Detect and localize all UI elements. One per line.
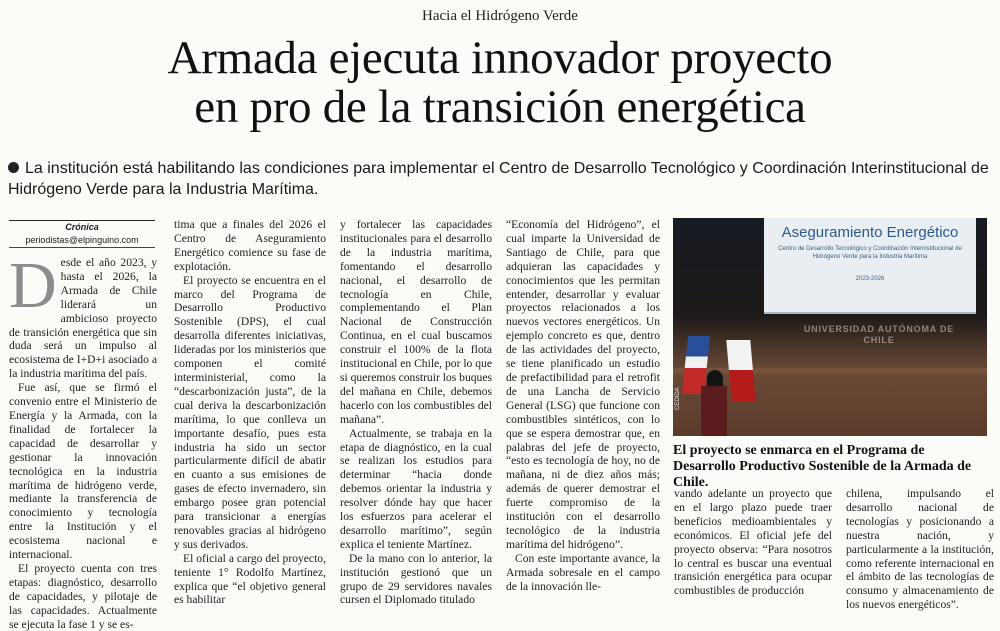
university-sign: UNIVERSIDAD AUTÓNOMA DE CHILE	[803, 324, 955, 345]
article-column-3	[340, 218, 492, 607]
article-column-2	[174, 218, 326, 607]
paragraph: tima que a finales del 2026 el Centro de Aseguramiento Energético comience su fase de explotación.	[174, 218, 326, 273]
paragraph	[9, 249, 157, 381]
lead-paragraph	[8, 158, 993, 200]
photo-credit: CEDIDA	[675, 387, 681, 410]
headline-line-1: Armada ejecuta innovador proyecto	[167, 32, 833, 84]
paragraph: y fortalecer las capacidades institucionales para el desarrollo de la industria marítima, fomentando el desarrollo nacional, el desarrollo de tecnología en Chile, complementando el Plan Nacional de Construcción Continua, en el cual buscamos construir el 100% de la flota institucional en Chile, por lo que si queremos construir los buques del mañana en Chile, debemos hacerlo con los combustibles del mañana”.	[340, 218, 492, 426]
article-photo	[673, 218, 987, 436]
headline-line-2: en pro de la transición energética	[194, 81, 806, 133]
paragraph: De la mano con lo anterior, la institución gestionó que un grupo de 29 servidores navales cursen el Diplomado titulado	[340, 551, 492, 607]
paragraph: vando adelante un proyecto que en el largo plazo puede traer beneficios medioambientales y económicos. El oficial jefe del proyecto observa: “Para nosotros lo central es buscar una eventual transición energética para ocupar combustibles de producción	[674, 487, 832, 598]
headline	[0, 34, 1000, 132]
projection-screen	[764, 218, 976, 314]
photo-caption: El proyecto se enmarca en el Programa de Desarrollo Productivo Sostenible de la Armada de Chile.	[673, 443, 972, 490]
kicker: Hacia el Hidrógeno Verde	[422, 8, 578, 24]
paragraph: Con este importante avance, la Armada sobresale en el campo de la innovación lle-	[506, 551, 660, 593]
podium	[701, 386, 727, 436]
byline	[9, 220, 155, 248]
paragraph: “Economía del Hidrógeno”, el cual imparte la Universidad de Santiago de Chile, para que adquieran las capacidades y conocimientos que les permitan entender, desarrollar y evaluar proyectos relacionados a los nuevos vectores energéticos. Un ejemplo concreto es que, dentro de las actividades del proyecto, se tiene planificado un estudio de prefactibilidad para el retrofit de una Lancha de Servicio General (LSG) que funcione con combustibles sintéticos, con lo que se espera demostrar que, en palabras del jefe de proyecto, “esto es tecnología de hoy, no de mañana, ni de diez años más; además de querer demostrar el fuerte compromiso de la institución con el desarrollo tecnológico de la industria marítima del hidrógeno”.	[506, 218, 660, 551]
drop-cap: D	[9, 249, 57, 322]
paragraph: El proyecto se encuentra en el marco del Programa de Desarrollo Productivo Sostenible (DPS), el cual desarrolla diferentes iniciativas, lideradas por los ministerios que componen el comité interministerial, como la “descarbonización justa”, de la cual deriva la descarbonización marítima, lo que conlleva un importante desafío, pues esta industria ha sido un sector particularmente difícil de abatir en cuanto a sus emisiones de gases de efecto invernadero, sin embargo posee gran potencial para transicionar a energías renovables gracias al hidrógeno y sus derivados.	[174, 273, 326, 551]
article-column-4	[506, 218, 660, 593]
byline-email: periodistas@elpinguino.com	[25, 235, 139, 245]
screen-subtitle: Centro de Desarrollo Tecnológico y Coordinación Interinstitucional de Hidrógeno Verde para la Industria Marítima	[778, 246, 962, 260]
paragraph: chilena, impulsando el desarrollo nacional de tecnologías y posicionando a nuestra nación, y particularmente a la institución, como referente internacional en el ámbito de las tecnologías de consumo y almacenamiento de los nuevos energéticos”.	[846, 487, 994, 612]
byline-section: Crónica	[65, 222, 99, 232]
article-column-1	[9, 249, 157, 631]
screen-years: 2023-2026	[855, 276, 885, 282]
screen-title: Aseguramiento Energético	[781, 224, 959, 241]
bullet-icon	[8, 162, 19, 173]
paragraph: El proyecto cuenta con tres etapas: diagnóstico, desarrollo de capacidades, y pilotaje de las capacidades. Actualmente se ejecuta la fase 1 y se es-	[9, 561, 157, 631]
paragraph: Actualmente, se trabaja en la etapa de diagnóstico, en la cual se realizan los estudios para determinar “hacia donde debemos orientar la industria y resolver dónde hay que hacer los esfuerzos para acelerar el desarrollo marítimo”, según explica el teniente Martínez.	[340, 426, 492, 551]
article-column-6	[846, 487, 994, 612]
paragraph: El oficial a cargo del proyecto, teniente 1° Rodolfo Martínez, explica que “el objetivo general es habilitar	[174, 551, 326, 607]
paragraph-text: esde el año 2023, y hasta el 2026, la Armada de Chile liderará un ambicioso proyecto de transición energética que sin duda será un impulso al ecosistema de I+D+i asociado a la industria marítima del país.	[9, 256, 157, 381]
paragraph: Fue así, que se firmó el convenio entre el Ministerio de Energía y la Armada, con la finalidad de fortalecer la capacidad de desarrollar y gestionar la innovación tecnológica en la industria marítima de hidrógeno verde, mediante la transferencia de conocimiento y tecnología entre la Institución y el ecosistema nacional e internacional.	[9, 381, 157, 562]
lead-text: La institución está habilitando las condiciones para implementar el Centro de Desarrollo Tecnológico y Coordinación Interinstitucional de Hidrógeno Verde para la Industria Marítima.	[8, 160, 989, 198]
article-column-5	[674, 487, 832, 598]
